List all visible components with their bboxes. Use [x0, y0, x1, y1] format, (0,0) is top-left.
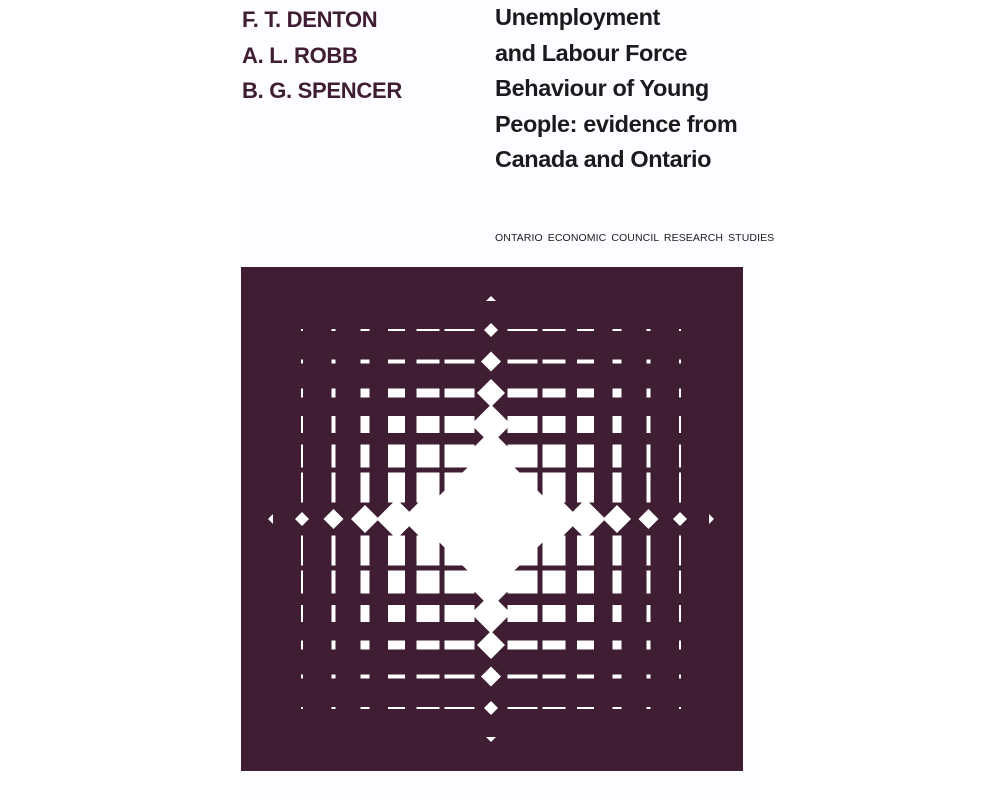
pattern-block	[577, 389, 594, 398]
pattern-block	[417, 707, 440, 709]
pattern-block	[647, 445, 651, 468]
pattern-block	[301, 605, 303, 622]
pattern-block	[332, 360, 336, 364]
pattern-block	[508, 360, 538, 364]
pattern-block	[445, 707, 475, 709]
pattern-block	[417, 329, 440, 331]
pattern-block	[679, 605, 681, 622]
pattern-block	[647, 389, 651, 398]
pattern-block	[445, 416, 475, 433]
title-line: People: evidence from	[495, 110, 738, 137]
pattern-block	[332, 707, 336, 709]
pattern-block	[577, 445, 594, 468]
pattern-block	[332, 416, 336, 433]
pattern-block	[679, 536, 681, 566]
pattern-block	[361, 536, 370, 566]
pattern-block	[647, 605, 651, 622]
pattern-block	[679, 389, 681, 398]
pattern-block	[301, 571, 303, 594]
pattern-block	[647, 675, 651, 679]
pattern-block	[613, 360, 622, 364]
pattern-block	[445, 641, 475, 650]
author-name: A. L. ROBB	[242, 42, 358, 68]
pattern-block	[332, 571, 336, 594]
pattern-block	[301, 445, 303, 468]
pattern-block	[679, 473, 681, 503]
pattern-block	[388, 641, 405, 650]
pattern-block	[613, 416, 622, 433]
pattern-block	[679, 675, 681, 679]
pattern-block	[679, 360, 681, 364]
pattern-block	[332, 445, 336, 468]
pattern-block	[543, 605, 566, 622]
pattern-block	[388, 445, 405, 468]
pattern-block	[301, 360, 303, 364]
pattern-block	[361, 707, 370, 709]
series-name: ONTARIO ECONOMIC COUNCIL RESEARCH STUDIES	[495, 232, 775, 244]
pattern-block	[301, 707, 303, 709]
pattern-block	[332, 641, 336, 650]
pattern-block	[332, 675, 336, 679]
pattern-block	[577, 360, 594, 364]
pattern-block	[445, 675, 475, 679]
pattern-block	[543, 675, 566, 679]
pattern-block	[301, 473, 303, 503]
pattern-block	[543, 445, 566, 468]
pattern-block	[388, 675, 405, 679]
pattern-block	[361, 571, 370, 594]
pattern-block	[577, 329, 594, 331]
pattern-block	[543, 329, 566, 331]
pattern-block	[417, 360, 440, 364]
pattern-block	[508, 605, 538, 622]
pattern-block	[301, 329, 303, 331]
pattern-block	[388, 605, 405, 622]
pattern-block	[613, 536, 622, 566]
pattern-block	[301, 641, 303, 650]
pattern-block	[577, 571, 594, 594]
pattern-block	[332, 473, 336, 503]
pattern-block	[647, 536, 651, 566]
pattern-block	[417, 641, 440, 650]
pattern-block	[388, 329, 405, 331]
pattern-block	[613, 445, 622, 468]
pattern-block	[417, 675, 440, 679]
pattern-block	[301, 536, 303, 566]
pattern-block	[508, 707, 538, 709]
pattern-block	[679, 571, 681, 594]
pattern-block	[445, 360, 475, 364]
pattern-block	[301, 675, 303, 679]
pattern-block	[577, 675, 594, 679]
pattern-block	[417, 445, 440, 468]
pattern-block	[388, 389, 405, 398]
pattern-block	[445, 605, 475, 622]
pattern-block	[577, 536, 594, 566]
pattern-block	[679, 416, 681, 433]
pattern-block	[361, 605, 370, 622]
pattern-block	[508, 416, 538, 433]
author-list	[242, 2, 402, 109]
pattern-block	[417, 605, 440, 622]
pattern-block	[388, 707, 405, 709]
pattern-block	[417, 389, 440, 398]
pattern-block	[577, 641, 594, 650]
pattern-block	[301, 416, 303, 433]
pattern-block	[543, 389, 566, 398]
pattern-block	[613, 389, 622, 398]
title-line: Behaviour of Young	[495, 75, 709, 101]
pattern-block	[361, 329, 370, 331]
pattern-block	[388, 571, 405, 594]
pattern-block	[647, 571, 651, 594]
pattern-block	[301, 389, 303, 398]
pattern-block	[445, 329, 475, 331]
pattern-block	[647, 641, 651, 650]
title-line: Canada and Ontario	[495, 146, 712, 172]
pattern-block	[388, 360, 405, 364]
pattern-block	[647, 473, 651, 503]
pattern-block	[361, 641, 370, 650]
pattern-block	[388, 536, 405, 566]
book-title	[495, 0, 737, 178]
pattern-block	[577, 473, 594, 503]
pattern-block	[508, 389, 538, 398]
pattern-block	[613, 675, 622, 679]
pattern-block	[613, 473, 622, 503]
pattern-block	[361, 389, 370, 398]
pattern-block	[332, 536, 336, 566]
pattern-block	[361, 675, 370, 679]
pattern-block	[332, 389, 336, 398]
pattern-block	[508, 675, 538, 679]
pattern-block	[543, 416, 566, 433]
pattern-block	[361, 473, 370, 503]
title-line: and Labour Force	[495, 39, 688, 66]
pattern-block	[332, 605, 336, 622]
pattern-block	[613, 641, 622, 650]
pattern-block	[613, 571, 622, 594]
pattern-block	[647, 707, 651, 709]
cover-artwork	[241, 267, 743, 771]
pattern-block	[647, 329, 651, 331]
pattern-block	[647, 360, 651, 364]
pattern-block	[508, 641, 538, 650]
pattern-block	[508, 329, 538, 331]
pattern-block	[445, 389, 475, 398]
pattern-block	[577, 605, 594, 622]
author-name: F. T. DENTON	[242, 7, 378, 32]
pattern-block	[679, 445, 681, 468]
pattern-block	[679, 641, 681, 650]
pattern-block	[543, 707, 566, 709]
pattern-block	[543, 571, 566, 594]
center-block	[446, 474, 536, 564]
pattern-block	[543, 360, 566, 364]
pattern-block	[388, 473, 405, 503]
title-line: Unemployment	[495, 4, 660, 30]
pattern-block	[417, 571, 440, 594]
pattern-block	[361, 416, 370, 433]
pattern-block	[679, 329, 681, 331]
pattern-block	[613, 707, 622, 709]
pattern-block	[577, 416, 594, 433]
pattern-block	[679, 707, 681, 709]
author-name: B. G. SPENCER	[242, 78, 402, 103]
pattern-block	[388, 416, 405, 433]
pattern-block	[613, 605, 622, 622]
pattern-block	[577, 707, 594, 709]
pattern-block	[417, 416, 440, 433]
pattern-block	[361, 360, 370, 364]
pattern-block	[543, 641, 566, 650]
pattern-block	[613, 329, 622, 331]
pattern-block	[332, 329, 336, 331]
pattern-block	[361, 445, 370, 468]
pattern-block	[647, 416, 651, 433]
